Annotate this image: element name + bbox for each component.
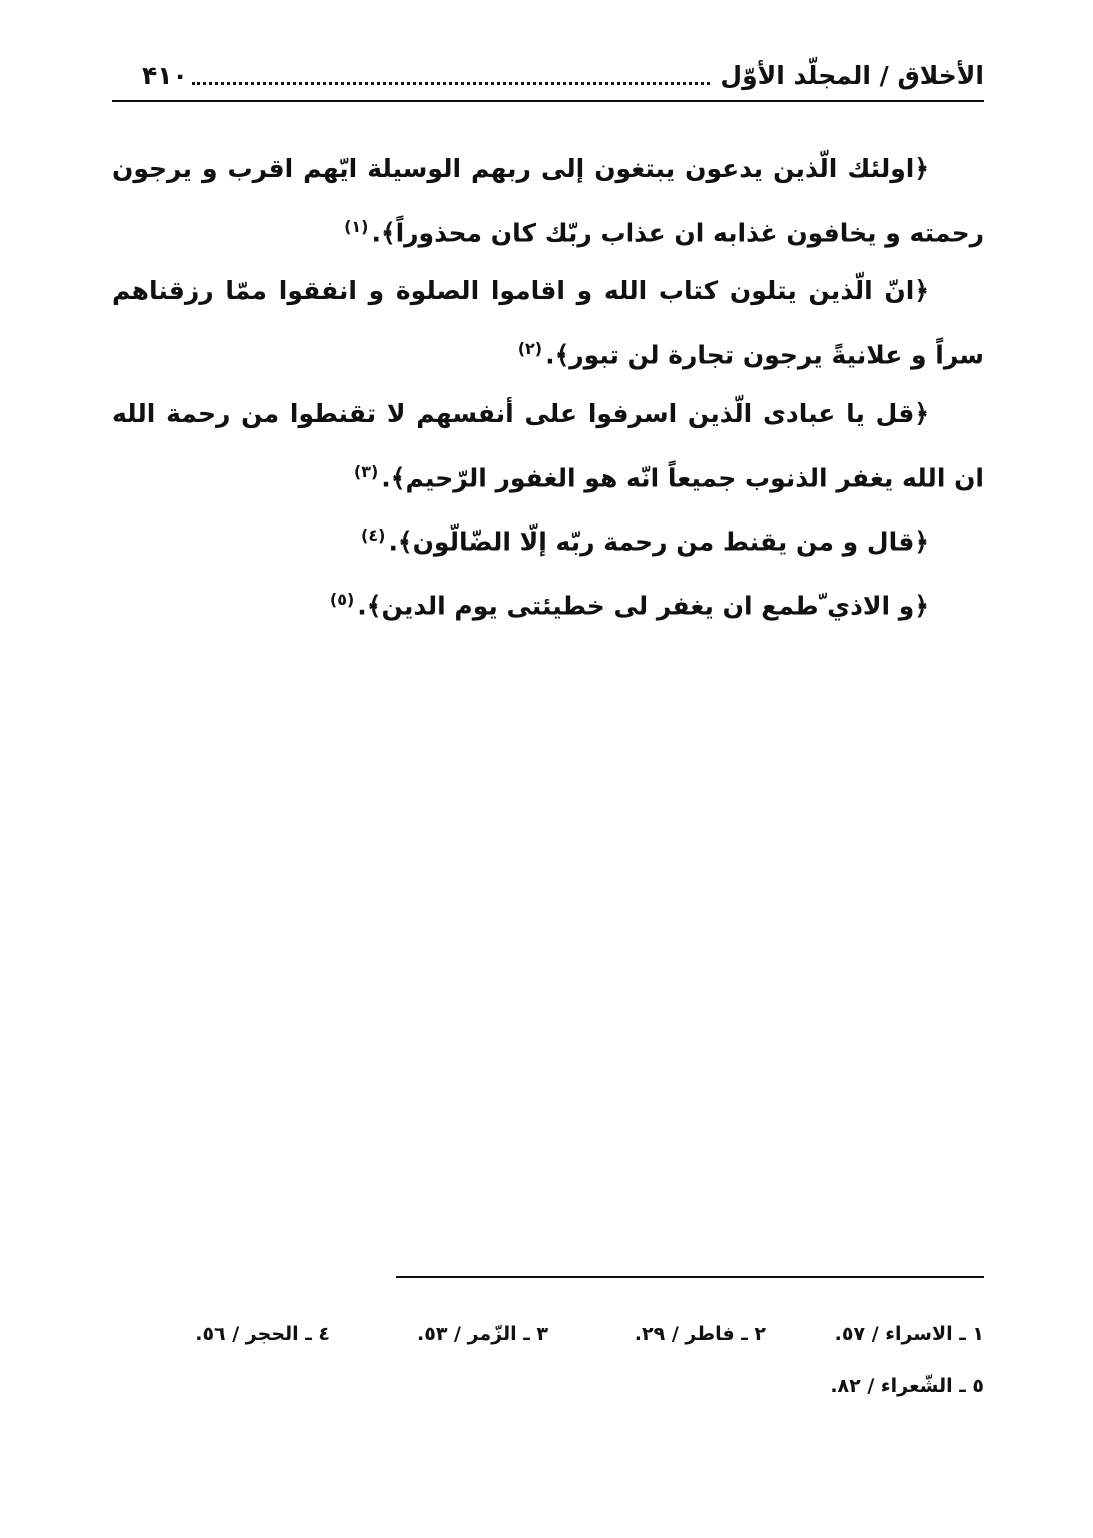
verse-paragraph [112, 262, 984, 384]
footnote-ref: (٢) [517, 339, 543, 359]
footnote-divider [396, 1276, 984, 1278]
running-title: الأخلاق / المجلّد الأوّل [720, 60, 984, 90]
header-dot-leader [192, 66, 711, 85]
footnote-ref: (٤) [361, 525, 386, 545]
verse-text: ﴿اولئك الّذين يدعون يبتغون إلى ربهم الوسيلة ايّهم اقرب و يرجون رحمته و يخافون غذابه ان عذاب ربّك كان محذوراً﴾. [112, 154, 984, 248]
footnote-ref: (٣) [353, 461, 379, 481]
verse-text: ﴿قل يا عبادى الّذين اسرفوا على أنفسهم لا تقنطوا من رحمة الله ان الله يغفر الذنوب جميعاً انّه هو الغفور الرّحيم﴾. [112, 398, 984, 492]
footnote-ref: (١) [344, 217, 369, 236]
verse-paragraph [112, 385, 984, 507]
verses-body [112, 140, 984, 636]
footnotes [112, 1308, 984, 1412]
footnote-row [112, 1360, 984, 1412]
verse-text: ﴿و الاذي ّطمع ان يغفر لى خطيئتى يوم الدين﴾. [357, 591, 929, 621]
page-number: ۴۱۰ [142, 60, 188, 90]
footnote-item: ٣ ـ الزّمر / ٥٣. [417, 1323, 548, 1345]
footnote-item: ٥ ـ الشّعراء / ٨٢. [830, 1375, 984, 1397]
footnote-item: ٢ ـ فاطر / ٢٩. [634, 1323, 766, 1345]
verse-paragraph [112, 507, 984, 571]
verse-paragraph [112, 140, 984, 262]
footnote-row [112, 1308, 984, 1360]
verse-text: ﴿انّ الّذين يتلون كتاب الله و اقاموا الصلوة و انفقوا ممّا رزقناهم سراً و علانيةً يرجون تجارة لن تبور﴾. [112, 276, 984, 370]
footnote-item: ٤ ـ الحجر / ٥٦. [195, 1323, 330, 1345]
footnote-item: ١ ـ الاسراء / ٥٧. [834, 1323, 984, 1345]
verse-text: ﴿قال و من يقنط من رحمة ربّه إلّا الضّالّون﴾. [388, 527, 929, 557]
page-header [112, 50, 984, 102]
footnote-ref: (٥) [329, 590, 355, 610]
verse-paragraph [112, 571, 984, 635]
